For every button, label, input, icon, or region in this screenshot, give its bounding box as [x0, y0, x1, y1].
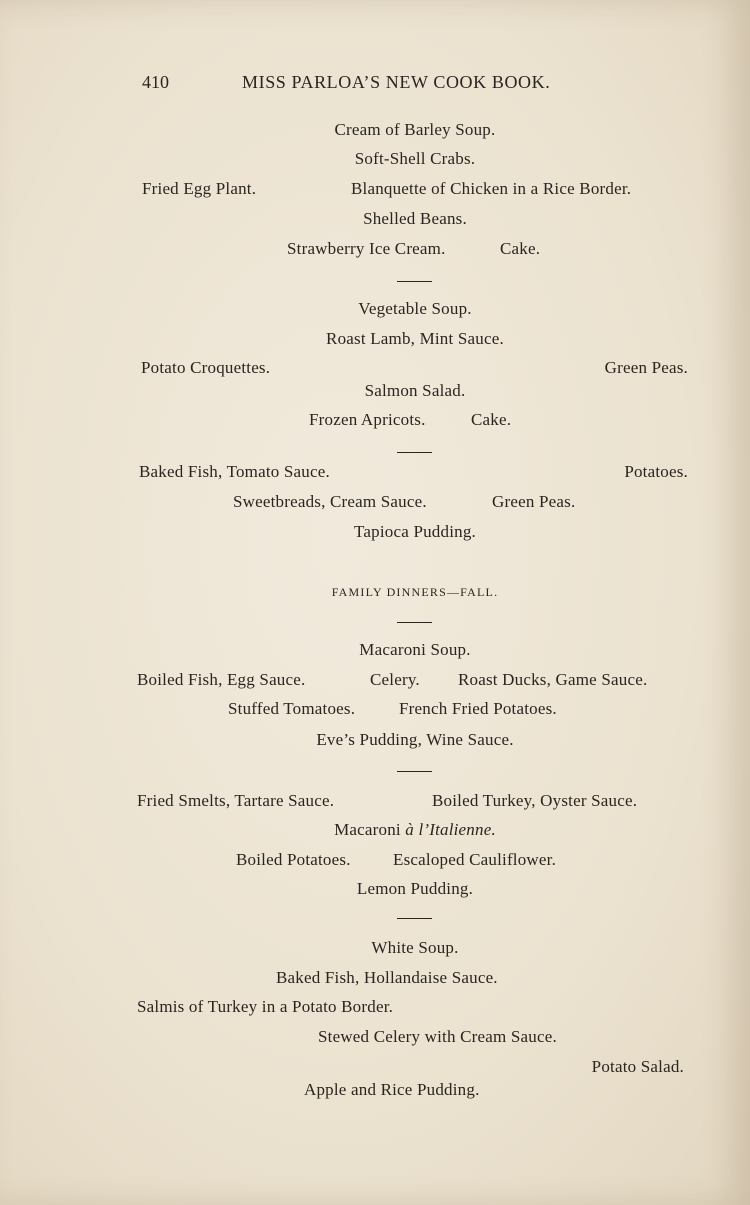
menu4-soup: Macaroni Soup.	[359, 640, 471, 659]
menu-divider	[397, 622, 432, 623]
menu2-soup: Vegetable Soup.	[358, 299, 472, 318]
menu2-dessert: Frozen Apricots.	[309, 410, 426, 429]
menu5-macaroni: Macaroni	[334, 820, 401, 839]
menu1-entree: Blanquette of Chicken in a Rice Border.	[351, 179, 632, 198]
menu2-cake: Cake.	[471, 410, 512, 429]
menu4-veg2: French Fried Potatoes.	[399, 699, 557, 718]
menu5-veg2: Escaloped Cauliflower.	[393, 850, 557, 869]
menu5-roast: Boiled Turkey, Oyster Sauce.	[432, 791, 638, 810]
menu4-fish: Boiled Fish, Egg Sauce.	[137, 670, 306, 689]
menu5-veg1: Boiled Potatoes.	[236, 850, 351, 869]
menu6-veg: Stewed Celery with Cream Sauce.	[318, 1027, 557, 1046]
menu3-fish: Baked Fish, Tomato Sauce.	[139, 462, 330, 481]
menu1-side-left: Fried Egg Plant.	[142, 179, 257, 198]
menu3-side-right: Potatoes.	[624, 462, 688, 481]
menu1-dessert: Strawberry Ice Cream.	[287, 239, 446, 258]
menu2-side-left: Potato Croquettes.	[141, 358, 271, 377]
menu2-side-right: Green Peas.	[604, 358, 688, 377]
menu4-roast: Roast Ducks, Game Sauce.	[458, 670, 648, 689]
menu2-roast: Roast Lamb, Mint Sauce.	[326, 329, 504, 348]
menu-divider	[397, 281, 432, 282]
menu4-veg1: Stuffed Tomatoes.	[228, 699, 356, 718]
menu6-dessert: Apple and Rice Pudding.	[304, 1080, 480, 1099]
menu1-veg: Shelled Beans.	[363, 209, 467, 228]
menu4-dessert: Eve’s Pudding, Wine Sauce.	[316, 730, 514, 749]
menu6-fish: Baked Fish, Hollandaise Sauce.	[276, 968, 498, 987]
menu5-fish: Fried Smelts, Tartare Sauce.	[137, 791, 335, 810]
menu6-entree: Salmis of Turkey in a Potato Border.	[137, 997, 394, 1016]
menu5-dessert: Lemon Pudding.	[356, 879, 474, 898]
menu1-cake: Cake.	[500, 239, 541, 258]
menu5-macaroni-line	[0, 820, 750, 840]
menu5-macaroni-style: à l’Italienne.	[405, 820, 496, 839]
menu-divider	[397, 452, 432, 453]
menu3-dessert: Tapioca Pudding.	[354, 522, 476, 541]
page-number: 410	[142, 72, 169, 92]
menu1-soup: Cream of Barley Soup.	[334, 120, 496, 139]
menu-divider	[397, 771, 432, 772]
menu-divider	[397, 918, 432, 919]
section-heading: FAMILY DINNERS—FALL.	[331, 585, 499, 599]
menu1-fish: Soft-Shell Crabs.	[354, 149, 476, 168]
menu6-soup: White Soup.	[371, 938, 459, 957]
menu3-veg: Green Peas.	[492, 492, 576, 511]
menu4-celery: Celery.	[370, 670, 420, 689]
menu3-entree: Sweetbreads, Cream Sauce.	[233, 492, 427, 511]
menu2-salad: Salmon Salad.	[364, 381, 466, 400]
running-title: MISS PARLOA’S NEW COOK BOOK.	[242, 72, 551, 92]
menu6-salad: Potato Salad.	[591, 1057, 684, 1076]
